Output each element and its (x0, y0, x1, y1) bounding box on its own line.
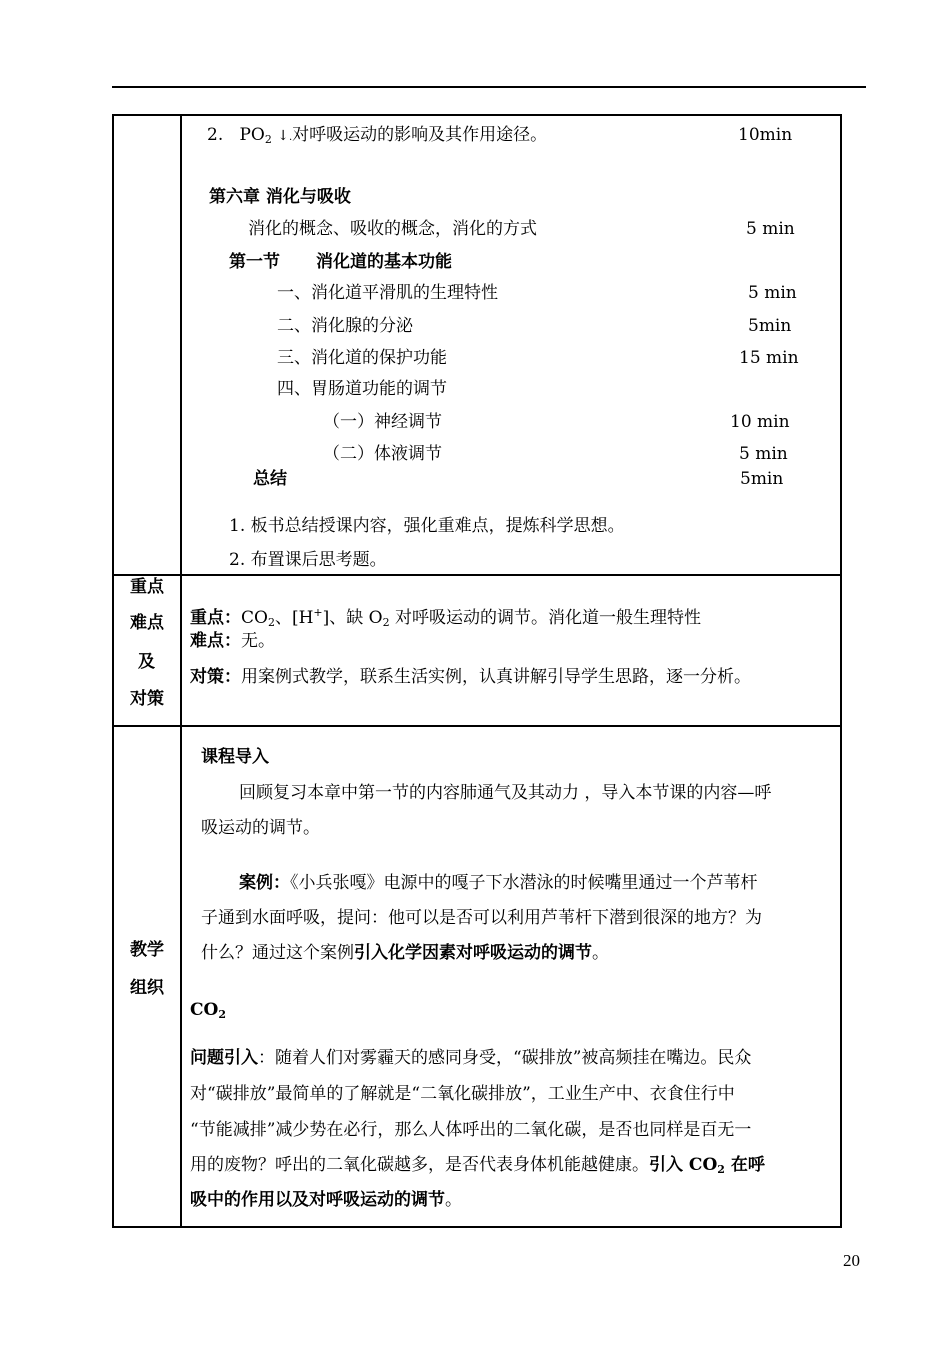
row-divider-1 (112, 574, 840, 576)
case-text-1: 《小兵张嘎》电源中的嘎子下水潜泳的时候嘴里通过一个芦苇杆 (290, 873, 758, 893)
subsection-2-time: 5min (748, 316, 792, 336)
question-line-3: “节能减排”减少势在必行，那么人体呼出的二氧化碳，是否也同样是百无一 (190, 1120, 752, 1140)
subsection-4: 四、胃肠道功能的调节 (277, 379, 447, 399)
item-text: 对呼吸运动的影响及其作用途径。 (292, 125, 548, 145)
case-line-2: 子通到水面呼吸，提问：他可以是否可以利用芦苇杆下潜到很深的地方？为 (201, 908, 762, 928)
question-text-4a: 用的废物？呼出的二氧化碳越多，是否代表身体机能越健康。 (190, 1155, 649, 1175)
question-co2-subscript: 2 (717, 1163, 725, 1176)
concept-time: 5 min (746, 219, 795, 239)
h-open: 、[H (274, 608, 314, 628)
intro-title: 课程导入 (201, 747, 269, 767)
label-org-2: 组织 (130, 978, 164, 998)
co2-heading (190, 1002, 226, 1020)
question-line-5 (190, 1192, 462, 1209)
subitem-2: （二）体液调节 (323, 444, 442, 464)
strategy-label: 对策 (190, 667, 224, 687)
label-org-1: 教学 (130, 940, 164, 960)
co2-heading-text: CO (190, 1000, 219, 1020)
note-2: 2. 布置课后思考题。 (229, 550, 387, 570)
question-colon: ： (258, 1048, 275, 1068)
co2-text: CO (241, 608, 268, 628)
po2-subscript: 2 (264, 133, 272, 146)
note-1: 1. 板书总结授课内容，强化重难点，提炼科学思想。 (229, 516, 625, 536)
question-line-2: 对“碳排放”最简单的了解就是“二氧化碳排放”，工业生产中、衣食住行中 (190, 1084, 735, 1104)
intro-line-2: 吸运动的调节。 (201, 818, 320, 838)
question-text-5b: 。 (445, 1190, 462, 1210)
subsection-1: 一、消化道平滑肌的生理特性 (277, 283, 498, 303)
h-close: ]、缺 O (322, 608, 383, 628)
chapter-title: 第六章 消化与吸收 (209, 187, 351, 207)
case-text-3a: 什么？通过这个案例 (201, 943, 354, 963)
key-rest: 对呼吸运动的调节。消化道一般生理特性 (389, 608, 702, 628)
intro-line-1: 回顾复习本章中第一节的内容肺通气及其动力 ，导入本节课的内容—呼 (239, 783, 772, 803)
section-number: 第一节 (229, 252, 280, 272)
dot-mark: . (288, 132, 293, 143)
strategy-text: 用案例式教学，联系生活实例，认真讲解引导学生思路，逐一分析。 (241, 667, 751, 687)
label-key-3: 及 (138, 652, 155, 672)
o2-subscript: 2 (382, 616, 390, 629)
difficulty-line (190, 633, 275, 650)
case-line-1 (239, 875, 758, 892)
co2-heading-subscript: 2 (218, 1008, 226, 1021)
key-colon: ： (224, 608, 241, 628)
item-number: 2. (207, 125, 224, 145)
question-emphasis-4c: 在呼 (724, 1155, 765, 1175)
label-key-1: 重点 (130, 577, 164, 597)
summary-label: 总结 (253, 469, 287, 489)
header-rule (112, 86, 866, 88)
question-line-1 (190, 1050, 751, 1067)
question-line-4 (190, 1157, 765, 1175)
case-emphasis: 引入化学因素对呼吸运动的调节 (354, 943, 592, 963)
case-text-3c: 。 (592, 943, 609, 963)
subsection-3-time: 15 min (739, 348, 799, 368)
difficulty-text: 无。 (241, 631, 275, 651)
strategy-line (190, 669, 751, 686)
subitem-2-time: 5 min (739, 444, 788, 464)
column-divider (180, 114, 182, 1226)
question-emphasis-4: 引入 CO (649, 1155, 718, 1175)
case-colon: ： (273, 873, 290, 893)
subsection-2: 二、消化腺的分泌 (277, 316, 413, 336)
difficulty-colon: ： (224, 631, 241, 651)
co2-subscript: 2 (267, 616, 275, 629)
page-number: 20 (843, 1251, 860, 1270)
question-label: 问题引入 (190, 1048, 258, 1068)
subitem-1-time: 10 min (730, 412, 790, 432)
subsection-1-time: 5 min (748, 283, 797, 303)
concept-line: 消化的概念、吸收的概念，消化的方式 (248, 219, 537, 239)
question-emphasis-5: 吸中的作用以及对呼吸运动的调节 (190, 1190, 445, 1210)
section-title: 消化道的基本功能 (316, 252, 452, 272)
case-line-3 (201, 945, 609, 962)
item-time: 10min (738, 125, 793, 145)
down-arrow-icon: ↓ (277, 128, 289, 144)
row-divider-2 (112, 725, 840, 727)
subitem-1: （一）神经调节 (323, 412, 442, 432)
case-label: 案例 (239, 873, 273, 893)
label-key-4: 对策 (130, 689, 164, 709)
question-text-1: 随着人们对雾霾天的感同身受，“碳排放”被高频挂在嘴边。民众 (275, 1048, 752, 1068)
summary-time: 5min (740, 469, 784, 489)
po2-symbol: PO (239, 125, 265, 145)
subsection-3: 三、消化道的保护功能 (277, 348, 447, 368)
difficulty-label: 难点 (190, 631, 224, 651)
h-superscript: + (313, 606, 323, 619)
label-key-2: 难点 (130, 613, 164, 633)
item-po2-line (207, 127, 547, 145)
strategy-colon: ： (224, 667, 241, 687)
key-label: 重点 (190, 608, 224, 628)
key-points-line (190, 607, 701, 628)
